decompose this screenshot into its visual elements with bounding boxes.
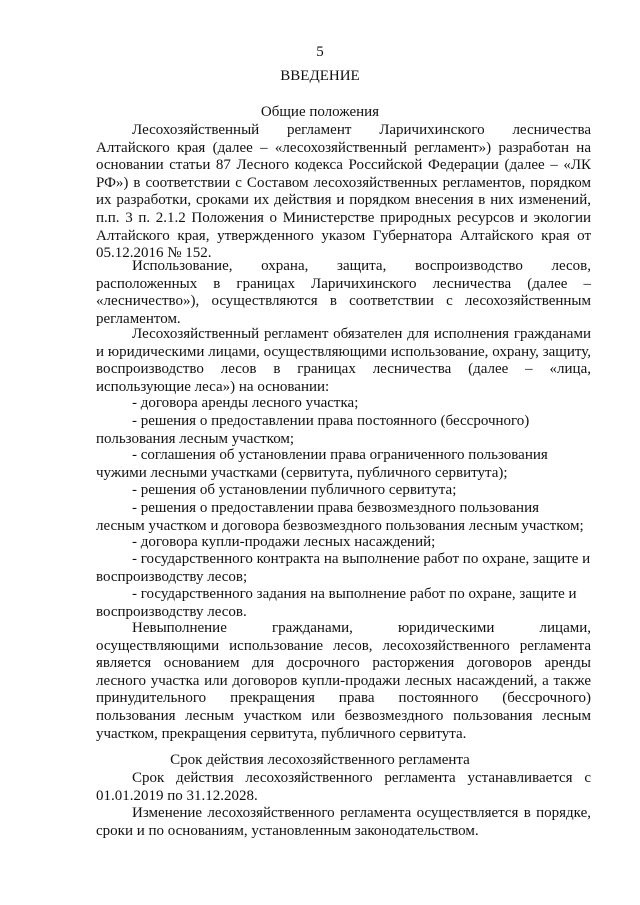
paragraph-violation: Невыполнение гражданами, юридическими лицами, осуществляющими использование лесов, лесохозяйственного регламента является основанием для досрочного расторжения договоров аренды лесного участка или договоров купли-продажи лесных насаждений, а также принудительного прекращения права постоянного (бессрочного) пользования лесным участком или безвозмездного пользования лесным участком, прекращения сервитута, публичного сервитута. [96,620,591,742]
list-item: - договора купли-продажи лесных насаждений; [132,534,436,550]
paragraph-amendment: Изменение лесохозяйственного регламента осуществляется в порядке, сроки и по основаниям, установленным законодательством. [96,805,591,839]
paragraph-usage: Использование, охрана, защита, воспроизводство лесов, расположенных в границах Ларичихинского лесничества (далее – «лесничество»), осуществляются в соответствии с лесохозяйственным регламентом. [96,258,591,327]
paragraph-obligation: Лесохозяйственный регламент обязателен для исполнения гражданами и юридическими лицами, осуществляющими использование, охрану, защиту, воспроизводство лесов в границах лесничества (далее – «лица, использующие леса») на основании: [96,326,591,395]
list-item: - решения об установлении публичного сервитута; [132,482,457,498]
paragraph-intro: Лесохозяйственный регламент Ларичихинского лесничества Алтайского края (далее – «лесохозяйственный регламент») разработан на основании статьи 87 Лесного кодекса Российской Федерации (далее – «ЛК РФ») в соответствии с Составом лесохозяйственных регламентов, порядком их разработки, сроками их действия и порядком внесения в них изменений, п.п. 3 п. 2.1.2 Положения о Министерстве природных ресурсов и экологии Алтайского края, утвержденного указом Губернатора Алтайского края от 05.12.2016 № 152. [96,122,591,262]
list-item: - государственного задания на выполнение работ по охране, защите и воспроизводству лесов. [96,586,577,620]
list-item: - договора аренды лесного участка; [132,395,359,411]
paragraph-term: Срок действия лесохозяйственного регламента устанавливается с 01.01.2019 по 31.12.2028. [96,770,591,804]
list-item: - соглашения об установлении права ограниченного пользования чужими лесными участками (сервитута, публичного сервитута); [96,447,548,481]
list-item: - решения о предоставлении права безвозмездного пользования лесным участком и договора безвозмездного пользования лесным участком; [96,500,584,534]
section-heading-general: Общие положения [260,104,380,120]
list-item: - государственного контракта на выполнение работ по охране, защите и воспроизводству лесов; [96,551,591,585]
document-title: ВВЕДЕНИЕ [280,68,360,84]
page-number: 5 [316,44,324,60]
list-item: - решения о предоставлении права постоянного (бессрочного) пользования лесным участком; [96,413,530,447]
section-heading-term: Срок действия лесохозяйственного регламента [170,752,470,768]
